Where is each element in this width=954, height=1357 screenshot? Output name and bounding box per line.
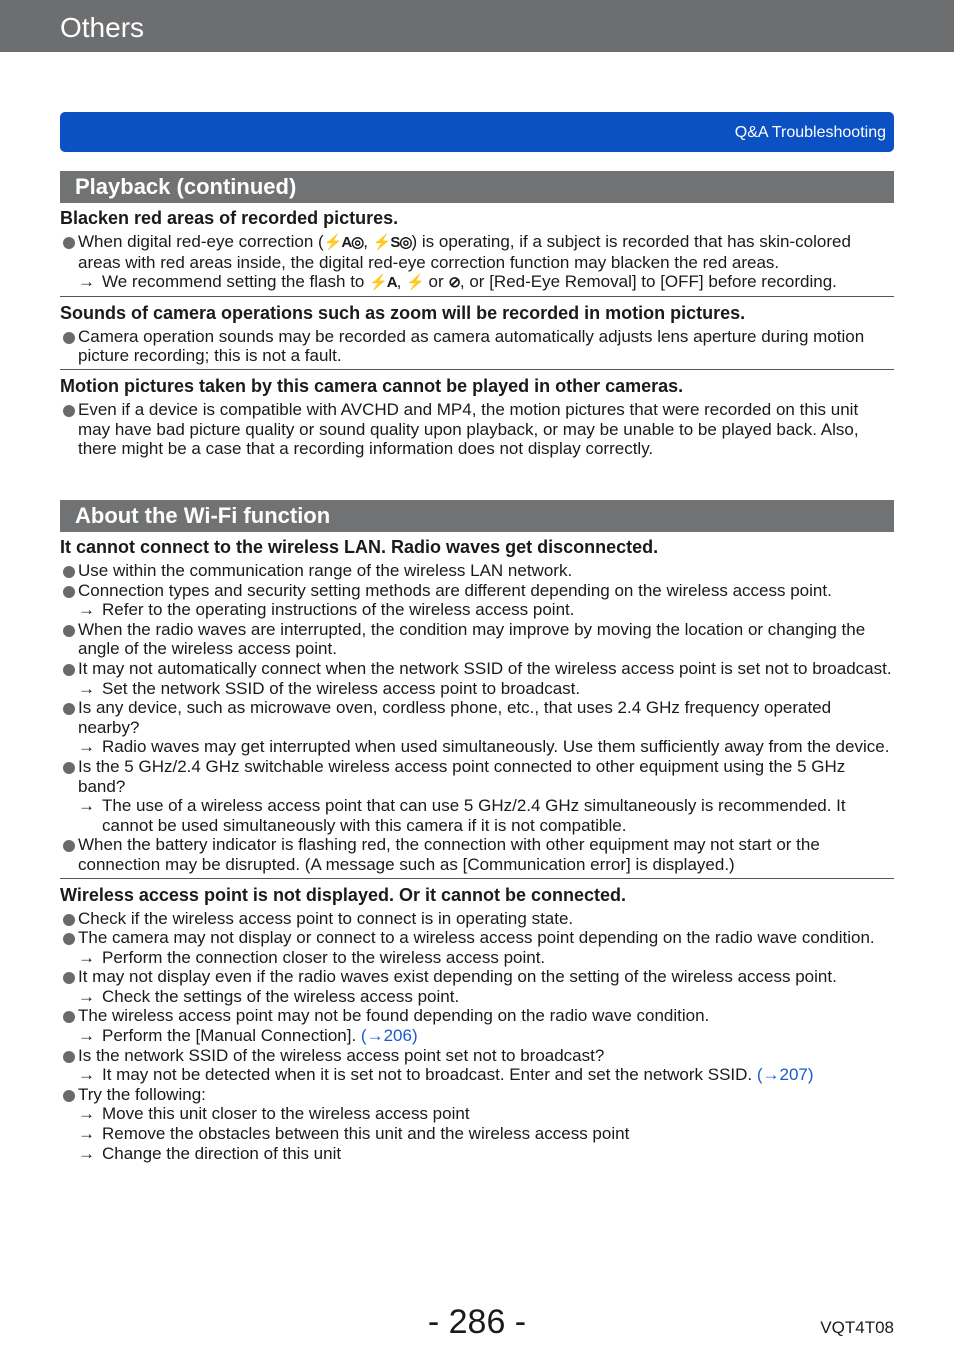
- flash-auto-icon: ⚡A: [369, 274, 397, 292]
- playback-content: [60, 208, 894, 459]
- flash-off-icon: ⊘: [448, 274, 460, 292]
- answer-item: → Check the settings of the wireless access point.: [78, 986, 460, 1006]
- bullet-item: It may not automatically connect when the network SSID of the wireless access point is set not to broadcast.: [60, 659, 894, 679]
- bullet-item: When the battery indicator is flashing red, the connection with other equipment may not start or the connection may be disrupted. (A message such as [Communication error] is displayed.): [60, 835, 894, 874]
- bullet-item: When the radio waves are interrupted, the condition may improve by moving the location or changing the angle of the wireless access point.: [60, 620, 894, 659]
- bullet-icon: [63, 914, 75, 926]
- answer-item: → Perform the [Manual Connection]. (→206): [78, 1026, 418, 1046]
- question-heading: Sounds of camera operations such as zoom will be recorded in motion pictures.: [60, 302, 746, 323]
- bullet-icon: [63, 703, 75, 715]
- wifi-section-title: About the Wi-Fi function: [75, 503, 331, 528]
- bullet-icon: [63, 625, 75, 637]
- answer-item: → Set the network SSID of the wireless access point to broadcast.: [78, 678, 581, 698]
- document-code: VQT4T08: [820, 1318, 894, 1337]
- arrow-icon: →: [78, 796, 95, 816]
- divider: [60, 369, 894, 370]
- divider: [60, 878, 894, 879]
- bullet-icon: [63, 664, 75, 676]
- question-heading: Wireless access point is not displayed. Or it cannot be connected.: [60, 884, 626, 905]
- arrow-icon: →: [78, 737, 95, 757]
- bullet-item: The wireless access point may not be found depending on the radio wave condition.: [60, 1006, 894, 1026]
- answer-item: → Perform the connection closer to the wireless access point.: [78, 947, 546, 967]
- wifi-content: [60, 537, 894, 1163]
- bullet-item: The camera may not display or connect to a wireless access point depending on the radio wave condition.: [60, 928, 894, 948]
- arrow-icon: →: [78, 1065, 95, 1085]
- bullet-item: It may not display even if the radio waves exist depending on the setting of the wireless access point.: [60, 967, 894, 987]
- answer-item: → Refer to the operating instructions of the wireless access point.: [78, 600, 575, 620]
- arrow-icon: →: [78, 1026, 95, 1046]
- bullet-icon: [63, 840, 75, 852]
- bullet-icon: [63, 762, 75, 774]
- arrow-icon: →: [78, 1124, 95, 1144]
- bullet-icon: [63, 1090, 75, 1102]
- page-number: - 286 -: [427, 1303, 527, 1341]
- answer-item: → Change the direction of this unit: [78, 1143, 342, 1163]
- answer-item: → The use of a wireless access point that can use 5 GHz/2.4 GHz simultaneously is recommended. It cannot be used simultaneously with this camera if it is not compatible.: [78, 796, 846, 835]
- bullet-icon: [63, 972, 75, 984]
- answer-item: → Remove the obstacles between this unit and the wireless access point: [78, 1124, 630, 1144]
- answer-item: → Radio waves may get interrupted when used simultaneously. Use them sufficiently away from the device.: [78, 737, 890, 757]
- divider: [60, 296, 894, 297]
- bullet-item: Is the network SSID of the wireless access point set not to broadcast?: [60, 1046, 894, 1066]
- arrow-icon: →: [78, 1143, 95, 1163]
- bullet-icon: [63, 405, 75, 417]
- arrow-icon: →: [78, 1104, 95, 1124]
- auto-redeye-flash-icon: ⚡A◎: [323, 234, 364, 251]
- bullet-item: Use within the communication range of the wireless LAN network.: [60, 561, 894, 581]
- bullet-item: Check if the wireless access point to connect is in operating state.: [60, 909, 894, 929]
- bullet-item: When digital red-eye correction (⚡A◎, ⚡S◎) is operating, if a subject is recorded that has skin-colored areas with red areas inside, the digital red-eye correction function may blacken the red areas.: [60, 232, 894, 272]
- arrow-icon: →: [78, 272, 95, 292]
- bullet-icon: [63, 1051, 75, 1063]
- top-header-bar: [0, 0, 954, 52]
- bullet-item: Try the following:: [60, 1085, 894, 1105]
- answer-item: → Move this unit closer to the wireless access point: [78, 1104, 470, 1124]
- qa-troubleshooting-bar: [60, 112, 894, 152]
- bullet-item: Connection types and security setting methods are different depending on the wireless access point.: [60, 581, 894, 601]
- page-207-link[interactable]: (→207): [756, 1065, 814, 1085]
- playback-section-header: [60, 171, 894, 203]
- flash-on-icon: ⚡: [406, 274, 424, 292]
- arrow-icon: →: [78, 678, 95, 698]
- playback-section-title: Playback (continued): [75, 174, 297, 199]
- answer-item: → It may not be detected when it is set not to broadcast. Enter and set the network SSID. (→207): [78, 1065, 814, 1085]
- bullet-icon: [63, 566, 75, 578]
- bullet-icon: [63, 1011, 75, 1023]
- bullet-icon: [63, 332, 75, 344]
- bullet-icon: [63, 933, 75, 945]
- question-heading: It cannot connect to the wireless LAN. Radio waves get disconnected.: [60, 537, 659, 557]
- question-heading: Motion pictures taken by this camera cannot be played in other cameras.: [60, 375, 684, 396]
- section-title: Others: [60, 12, 145, 43]
- bullet-item: Even if a device is compatible with AVCHD and MP4, the motion pictures that were recorded on this unit may have bad picture quality or sound quality upon playback, or may be unable to be played back. Also, there might be a case that a recording information does not display correctly.: [60, 400, 894, 459]
- bullet-icon: [63, 237, 75, 249]
- bullet-item: Is any device, such as microwave oven, cordless phone, etc., that uses 2.4 GHz frequency operated nearby?: [60, 698, 894, 737]
- question-heading: Blacken red areas of recorded pictures.: [60, 208, 399, 228]
- qa-troubleshooting-label: Q&A Troubleshooting: [734, 124, 886, 141]
- answer-item: → We recommend setting the flash to ⚡A, ⚡ or ⊘, or [Red-Eye Removal] to [OFF] before recording.: [78, 272, 837, 292]
- bullet-icon: [63, 586, 75, 598]
- arrow-icon: →: [78, 986, 95, 1006]
- page-206-link[interactable]: (→206): [360, 1026, 418, 1046]
- arrow-icon: →: [78, 947, 95, 967]
- arrow-icon: →: [78, 600, 95, 620]
- bullet-item: Is the 5 GHz/2.4 GHz switchable wireless access point connected to other equipment using the 5 GHz band?: [60, 757, 894, 796]
- slow-sync-redeye-flash-icon: ⚡S◎: [372, 234, 412, 251]
- bullet-item: Camera operation sounds may be recorded as camera automatically adjusts lens aperture during motion picture recording; this is not a fault.: [60, 327, 894, 366]
- wifi-section-header: [60, 500, 894, 532]
